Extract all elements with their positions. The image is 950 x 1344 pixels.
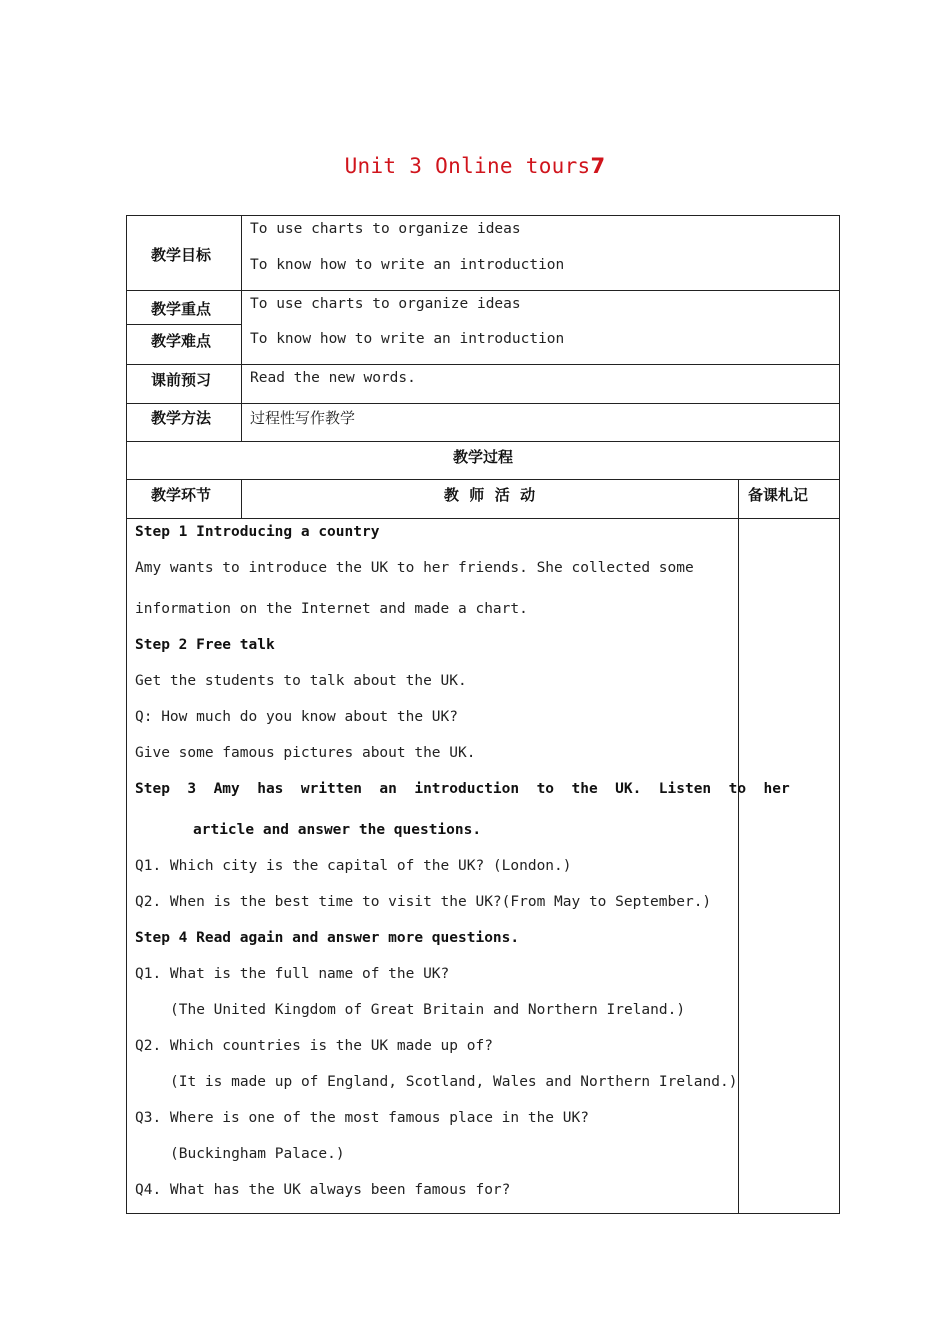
content-line: article and answer the questions. xyxy=(193,822,482,838)
preview-label: 课前预习 xyxy=(151,371,212,389)
content-line: Q2. Which countries is the UK made up of? xyxy=(135,1038,493,1054)
content-line: Get the students to talk about the UK. xyxy=(135,673,467,689)
column-stage: 教学环节 xyxy=(151,486,212,504)
page-title: Unit 3 Online tours7 xyxy=(344,154,606,178)
content-line: Q: How much do you know about the UK? xyxy=(135,709,459,725)
preview-text: Read the new words. xyxy=(250,370,416,386)
content-line: Step 4 Read again and answer more questions. xyxy=(135,930,520,946)
content-line: Q4. What has the UK always been famous for? xyxy=(135,1182,511,1198)
content-line: (The United Kingdom of Great Britain and Northern Ireland.) xyxy=(170,1002,686,1018)
key-points-text: To use charts to organize ideas xyxy=(250,296,521,312)
method-label: 教学方法 xyxy=(151,409,212,427)
table-divider xyxy=(126,479,840,480)
table-divider xyxy=(126,290,840,291)
table-divider xyxy=(126,403,840,404)
column-teacher-activity: 教 师 活 动 xyxy=(443,486,536,504)
goal-item: To know how to write an introduction xyxy=(250,257,565,273)
content-line: Step 2 Free talk xyxy=(135,637,275,653)
content-line: Q1. What is the full name of the UK? xyxy=(135,966,450,982)
table-divider xyxy=(241,215,242,441)
content-line: information on the Internet and made a chart. xyxy=(135,601,528,617)
process-header: 教学过程 xyxy=(452,448,513,466)
table-divider xyxy=(126,364,840,365)
content-line: (It is made up of England, Scotland, Wales and Northern Ireland.) xyxy=(170,1074,738,1090)
method-text: 过程性写作教学 xyxy=(250,409,356,427)
content-line: Give some famous pictures about the UK. xyxy=(135,745,476,761)
content-line: Step 1 Introducing a country xyxy=(135,524,380,540)
column-notes: 备课札记 xyxy=(748,486,809,504)
table-divider xyxy=(126,518,840,519)
table-divider xyxy=(738,479,739,1214)
content-line: Step 3 Amy has written an introduction to the UK. Listen to her xyxy=(135,781,790,797)
content-line: Q2. When is the best time to visit the UK?(From May to September.) xyxy=(135,894,712,910)
content-line: Amy wants to introduce the UK to her friends. She collected some xyxy=(135,560,694,576)
goals-label: 教学目标 xyxy=(151,246,212,264)
content-line: Q3. Where is one of the most famous place in the UK? xyxy=(135,1110,589,1126)
key-points-label: 教学重点 xyxy=(151,300,212,318)
difficult-points-text: To know how to write an introduction xyxy=(250,331,565,347)
content-line: Q1. Which city is the capital of the UK? (London.) xyxy=(135,858,572,874)
goal-item: To use charts to organize ideas xyxy=(250,221,521,237)
table-divider xyxy=(126,441,840,442)
table-divider xyxy=(126,324,241,325)
difficult-points-label: 教学难点 xyxy=(151,332,212,350)
content-line: (Buckingham Palace.) xyxy=(170,1146,345,1162)
